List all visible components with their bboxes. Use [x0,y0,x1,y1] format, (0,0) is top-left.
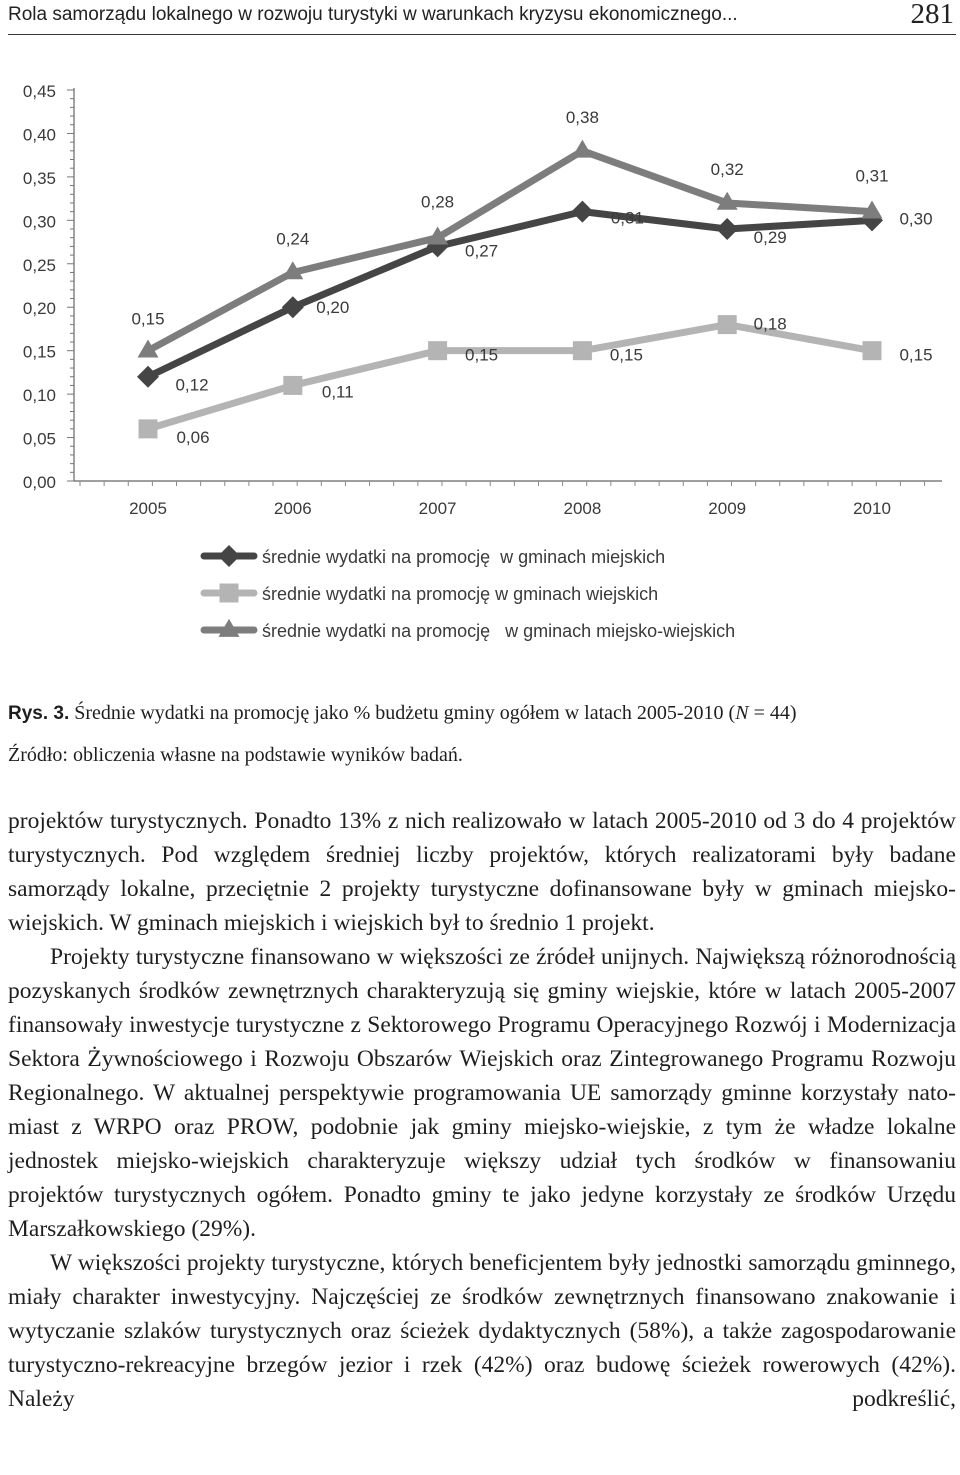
data-label: 0,15 [609,345,643,365]
chart-lines [148,151,872,429]
data-label: 0,18 [753,314,787,334]
page-number: 281 [910,0,954,30]
data-label: 0,31 [610,208,644,228]
paragraph: W większości projekty turystyczne, których beneficjentem były jednostki samorządu gminnego, miały charakter inwestycyjny. Najczęściej ze środków zewnętrznych finansowano znakowanie i wytyczanie szlaków turystycznych oraz ścieżek dydaktycznych (58%), a także zagospodarowanie turystyczno-rekreacyjne brzegów jezior i rzek (42%) oraz budowę ścieżek rowerowych (42%). Należy podkreślić, [8,1250,956,1412]
figure-source: Źródło: obliczenia własne na podstawie wyników badań. [8,744,463,766]
data-label: 0,15 [465,345,499,365]
x-tick-label: 2007 [418,499,457,518]
square-marker [139,419,158,438]
figure-caption [8,702,797,725]
data-label: 0,12 [175,375,209,395]
x-tick-label: 2006 [273,499,312,518]
x-tick-label: 2010 [853,499,891,518]
data-label: 0,20 [316,298,350,318]
paragraph: Projekty turystyczne finansowano w większości ze źródeł unijnych. Największą różnorodnością pozyskanych środków zewnętrznych charakteryzują się gminy wiejskie, które w latach 2005-2007 finansowały inwestycje turystyczne z Sektorowego Programu Operacyjnego Rozwój i Modernizacja Sektora Żywnościowego i Rozwoju Obszarów Wiejskich oraz Zintegrowanego Programu Rozwoju Regionalnego. W aktualnej perspektywie programowania UE samorządy gminne korzystały natomiast z WRPO oraz PROW, podobnie jak gminy miejsko-wiejskie, z tym że władze lokalne jednostek miejsko-wiejskich charakteryzuje większy udział tych środków w finansowaniu projektów turystycznych ogółem. Ponadto gminy te jako jedyne korzystały ze środków Urzędu Marszałkowskiego (29%). [8,944,956,1242]
x-tick-label: 2009 [708,499,747,518]
y-tick-label: 0,35 [22,168,56,188]
triangle-marker [572,140,593,158]
square-marker [283,376,302,395]
data-label: 0,15 [899,345,933,365]
line-chart [0,70,960,670]
y-tick-label: 0,10 [22,386,56,406]
series-line [148,325,872,429]
square-marker [718,315,737,334]
running-title: Rola samorządu lokalnego w rozwoju turystyki w warunkach kryzysu ekonomicznego... [8,4,738,25]
diamond-marker [571,201,593,223]
data-label: 0,24 [276,229,310,249]
paragraph: projektów turystycznych. Ponadto 13% z nich realizowało w latach 2005-2010 od 3 do 4 projektów turystycznych. Pod względem średniej liczby projektów, których realizatorami były badane samorządy lokalne, przeciętnie 2 projekty turystyczne dofinansowane były w gminach miejsko-wiejskich. W gminach miejskich i wiejskich był to średnio 1 projekt. [8,808,956,936]
diamond-marker [137,366,159,388]
data-label: 0,30 [899,209,933,229]
legend-label: średnie wydatki na promocję w gminach wiejskich [262,584,659,604]
data-label: 0,15 [131,309,165,329]
y-tick-label: 0,15 [22,342,56,362]
legend-diamond-icon [218,545,240,567]
x-tick-label: 2005 [129,499,167,518]
data-label: 0,38 [565,107,599,127]
data-label: 0,27 [465,241,499,261]
running-header [8,0,956,35]
data-label: 0,31 [855,166,889,186]
chart-legend [204,545,735,641]
y-tick-label: 0,05 [22,429,56,449]
chart-markers [137,140,883,439]
square-marker [863,341,882,360]
figure-caption-label: Rys. 3. [8,703,70,724]
data-label: 0,28 [421,192,455,212]
figure-caption-text-end: = 44) [748,702,797,724]
y-tick-label: 0,30 [22,212,56,232]
y-tick-label: 0,45 [22,82,56,101]
y-tick-label: 0,20 [22,299,56,319]
square-marker [428,341,447,360]
figure-caption-n: N [735,702,749,724]
y-tick-label: 0,40 [22,125,56,145]
body-text [8,804,956,1416]
legend-label: średnie wydatki na promocję w gminach miejskich [262,547,666,567]
figure-caption-text: Średnie wydatki na promocję jako % budżetu gminy ogółem w latach 2005-2010 ( [69,702,736,724]
legend-label: średnie wydatki na promocję w gminach miejsko-wiejskich [262,621,736,641]
data-label: 0,11 [321,382,354,402]
diamond-marker [282,296,304,318]
legend-square-icon [220,584,239,603]
data-label: 0,06 [176,427,210,447]
chart-axes [23,82,942,518]
y-tick-label: 0,00 [22,473,56,492]
data-label: 0,29 [753,228,787,248]
y-tick-label: 0,25 [22,255,56,275]
square-marker [573,341,592,360]
diamond-marker [716,218,738,240]
x-tick-label: 2008 [563,499,602,518]
data-label: 0,32 [710,159,744,179]
